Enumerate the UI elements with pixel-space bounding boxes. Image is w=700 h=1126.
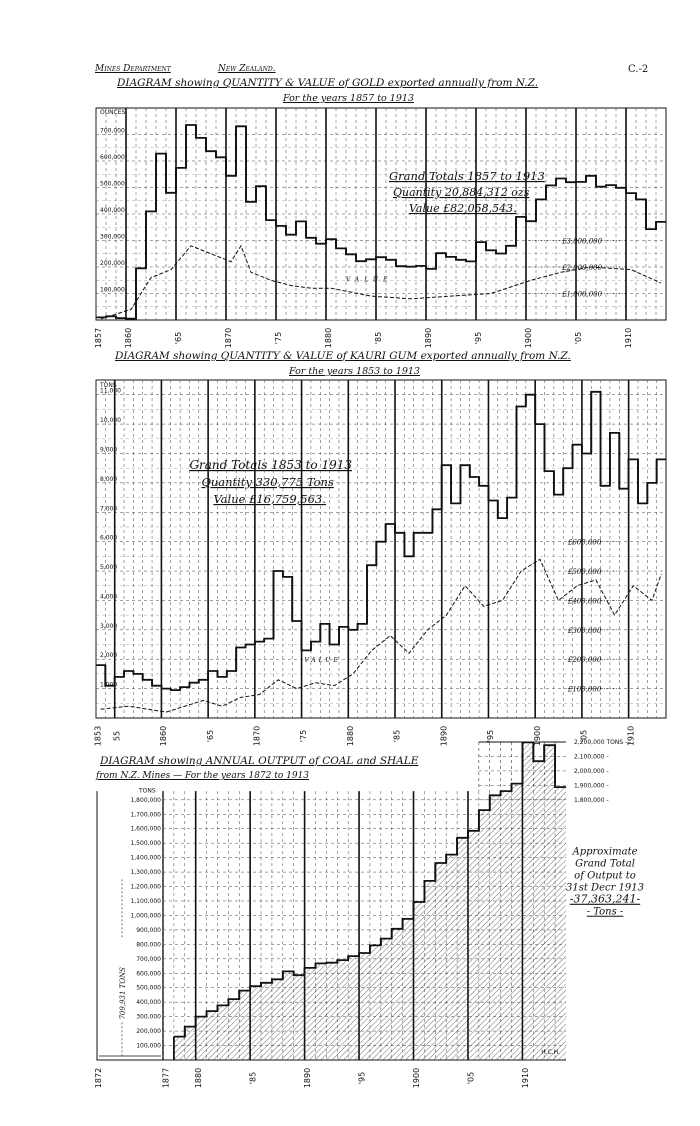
gold-xtick-label: '65 — [174, 331, 183, 345]
coal-xtick-label: 1872 — [94, 1067, 103, 1089]
gold-xtick-label: '95 — [474, 331, 483, 345]
coal-ytick-label: 200,000 — [136, 1028, 161, 1036]
gold-ylabel: OUNCES — [100, 109, 126, 116]
coal-xtick-label: '05 — [466, 1071, 476, 1085]
coal-ytick-label: 1,100,000 — [130, 898, 161, 905]
coal-ytick-label: 1,800,000 — [130, 796, 161, 804]
coal-pre1877-label: 709,931 TONS — [119, 967, 127, 1020]
gold-value-label: £1,000,000 — [562, 290, 603, 299]
coal-right-tick-label: 2,200,000 TONS — — [574, 739, 632, 746]
coal-chart-subtitle: from N.Z. Mines — For the years 1872 to 1913 — [96, 771, 310, 781]
kauri-xtick-label: 1900 — [532, 725, 542, 747]
coal-ytick-label: 1,300,000 — [130, 869, 161, 877]
kauri-ytick-label: 6,000 — [100, 534, 118, 542]
gold-xtick-label: '05 — [574, 331, 583, 345]
gold-chart-subtitle: For the years 1857 to 1913 — [283, 93, 414, 104]
coal-right-tick-label: 1,900,000 - — [574, 782, 609, 790]
gold-ytick-label: 200,000 — [100, 260, 125, 267]
kauri-chart-subtitle: For the years 1853 to 1913 — [289, 366, 420, 377]
coal-ytick-label: 800,000 — [136, 941, 161, 949]
gold-value-trace-label: VALUE — [346, 276, 393, 284]
kauri-ytick-label: 7,000 — [100, 505, 118, 513]
gold-xtick-label: 1910 — [624, 327, 633, 349]
kauri-ytick-label: 4,000 — [100, 593, 118, 601]
gold-xtick-label: 1890 — [424, 327, 433, 349]
gold-chart-title: DIAGRAM showing QUANTITY & VALUE of GOLD exported annually from N.Z. — [117, 77, 539, 89]
coal-total-value: -37,363,241- — [569, 892, 641, 906]
coal-credit: H.C.H. — [541, 1049, 560, 1056]
coal-ytick-label: 100,000 — [136, 1042, 161, 1050]
coal-xtick-label: 1910 — [520, 1067, 530, 1089]
kauri-ytick-label: 10,000 — [100, 417, 121, 425]
coal-ytick-label: 300,000 — [136, 1013, 161, 1021]
gold-ytick-label: 600,000 — [100, 154, 125, 161]
coal-right-tick-label: 2,000,000 - — [574, 767, 609, 775]
coal-xtick-label: 1877 — [161, 1067, 171, 1089]
coal-total-heading-3: of Output to — [574, 870, 636, 882]
coal-ytick-label: 1,500,000 — [130, 840, 161, 848]
kauri-xtick-label: 1853 — [93, 725, 103, 747]
kauri-ytick-label: 3,000 — [100, 622, 118, 630]
kauri-xtick-label: '75 — [299, 729, 309, 743]
coal-xtick-label: 1900 — [411, 1067, 421, 1089]
coal-ytick-label: 1,600,000 — [130, 825, 161, 833]
kauri-xtick-label: '95 — [486, 729, 496, 743]
coal-xtick-label: 1880 — [194, 1067, 204, 1089]
coal-xtick-label: 1890 — [303, 1067, 313, 1089]
kauri-chart-title: DIAGRAM showing QUANTITY & VALUE of KAURI GUM exported annually from N.Z. — [115, 350, 571, 362]
coal-ytick-label: 1,000,000 — [130, 912, 161, 920]
coal-ytick-label: 600,000 — [136, 970, 161, 978]
gold-ytick-label: 100,000 — [100, 286, 125, 294]
kauri-xtick-label: '65 — [205, 729, 215, 743]
coal-total-unit: - Tons - — [586, 906, 624, 918]
gold-ytick-label: 700,000 — [100, 127, 125, 135]
kauri-ytick-label: 2,000 — [100, 652, 118, 660]
coal-ytick-label: 900,000 — [136, 926, 161, 934]
kauri-value-trace-label: VALUE — [304, 657, 341, 665]
kauri-value-label: £200,000 — [567, 656, 602, 665]
coal-ylabel: TONS — [139, 787, 156, 795]
coal-right-tick-label: 1,800,000 - — [574, 796, 609, 804]
kauri-value-label: £400,000 — [567, 597, 602, 606]
gold-xtick-label: 1860 — [124, 327, 133, 349]
gold-total-quantity: Quantity 20,884,312 ozs — [393, 186, 530, 199]
kauri-xtick-label: 1880 — [345, 725, 355, 747]
gold-total-heading: Grand Totals 1857 to 1913 — [389, 169, 545, 183]
gold-xtick-label: 1870 — [224, 327, 233, 349]
gold-xtick-label: 1880 — [324, 327, 333, 349]
kauri-value-label: £600,000 — [567, 538, 602, 547]
kauri-xtick-label: 55 — [112, 730, 122, 742]
kauri-value-label: £500,000 — [567, 568, 602, 577]
gold-total-value: Value £82,058,543. — [409, 202, 517, 215]
gold-xtick-label: '85 — [374, 331, 383, 345]
coal-xtick-label: '95 — [357, 1071, 367, 1085]
gold-xtick-label: '75 — [274, 331, 283, 345]
header-reference: C.-2 — [628, 64, 649, 75]
coal-total-heading-1: Approximate — [572, 846, 638, 858]
kauri-xtick-label: '85 — [392, 729, 402, 743]
kauri-ytick-label: 5,000 — [100, 564, 118, 572]
kauri-ytick-label: 8,000 — [100, 475, 118, 483]
coal-ytick-label: 400,000 — [136, 999, 161, 1007]
gold-value-label: £2,000,000 — [562, 264, 603, 272]
coal-ytick-label: 1,400,000 — [130, 854, 161, 862]
kauri-xtick-label: 1860 — [159, 725, 169, 747]
kauri-ytick-label: 9,000 — [100, 446, 118, 454]
header-department: Mines Department — [95, 64, 171, 74]
coal-chart-title: DIAGRAM showing ANNUAL OUTPUT of COAL and SHALE — [100, 755, 419, 767]
gold-ytick-label: 500,000 — [100, 180, 125, 188]
header-country: New Zealand. — [218, 64, 276, 74]
coal-ytick-label: 700,000 — [136, 955, 161, 963]
kauri-value-label: £300,000 — [567, 626, 602, 635]
kauri-total-value: Value £16,759,563. — [213, 492, 326, 506]
gold-xtick-label: 1857 — [94, 327, 103, 349]
kauri-plot-frame — [96, 380, 666, 718]
kauri-value-label: £100,000 — [567, 685, 602, 694]
kauri-total-heading: Grand Totals 1853 to 1913 — [189, 458, 352, 472]
kauri-ytick-label: 11,000 — [100, 387, 121, 395]
kauri-ylabel: TONS — [100, 382, 117, 389]
kauri-total-quantity: Quantity 330,775 Tons — [201, 475, 334, 489]
gold-xtick-label: 1900 — [524, 327, 533, 349]
kauri-xtick-label: 1870 — [252, 725, 262, 747]
coal-ytick-label: 1,700,000 — [130, 811, 161, 819]
coal-right-tick-label: 2,100,000 - — [574, 753, 609, 761]
gold-value-label: £3,000,000 — [562, 237, 603, 246]
coal-total-heading-2: Grand Total — [575, 858, 635, 870]
coal-xtick-label: '85 — [248, 1071, 258, 1085]
kauri-xtick-label: '05 — [579, 729, 589, 743]
kauri-ytick-label: 1,000 — [100, 681, 118, 689]
coal-ytick-label: 500,000 — [136, 984, 161, 992]
kauri-xtick-label: 1890 — [439, 725, 449, 747]
coal-ytick-label: 1,200,000 — [130, 883, 161, 891]
kauri-xtick-label: 1910 — [626, 725, 636, 747]
gold-ytick-label: 400,000 — [100, 207, 125, 214]
gold-ytick-label: 300,000 — [100, 233, 125, 241]
coal-total-date: 31st Decr 1913 — [566, 882, 644, 894]
